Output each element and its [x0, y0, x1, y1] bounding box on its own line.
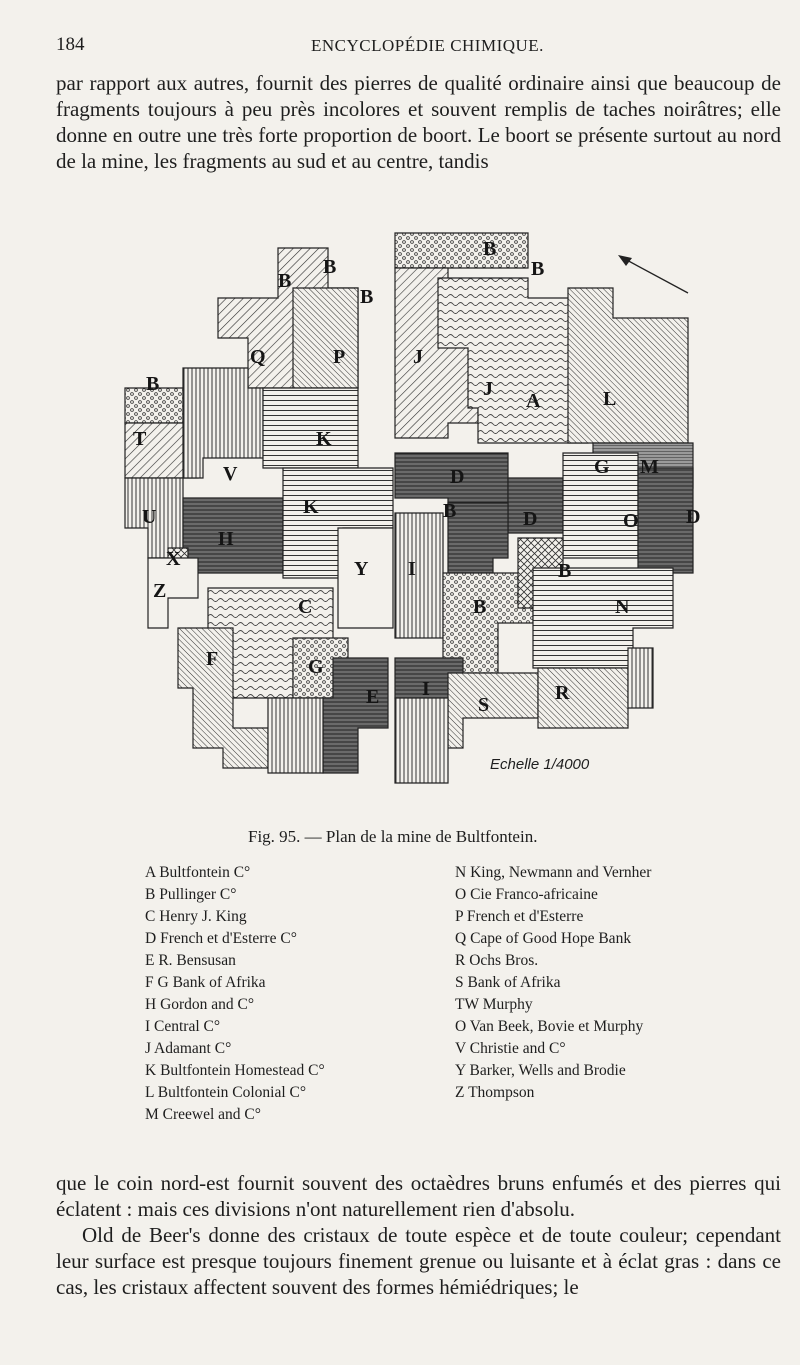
claim-label: N: [615, 596, 630, 618]
legend-entry: I Central C°: [145, 1018, 221, 1035]
claim-label: O: [623, 510, 639, 532]
claim-label: G: [594, 456, 610, 478]
claim-label: J: [483, 378, 493, 400]
north-arrow-head: [618, 255, 632, 266]
legend-entry: H Gordon and C°: [145, 996, 255, 1013]
north-arrow-line: [623, 258, 688, 293]
claim-label: K: [303, 496, 319, 518]
legend-right-column: [455, 862, 651, 1104]
legend-entry: F G Bank of Afrika: [145, 974, 266, 991]
claim-label: D: [450, 466, 465, 488]
legend-entry: O Van Beek, Bovie et Murphy: [455, 1018, 644, 1035]
legend-entry: P French et d'Esterre: [455, 908, 584, 925]
mine-plan-figure: [118, 228, 708, 788]
mine-plan-drawing: [118, 228, 708, 788]
legend-entry: B Pullinger C°: [145, 886, 237, 903]
legend-left-column: [145, 862, 325, 1126]
claim-label: I: [422, 678, 430, 700]
claim-label: R: [555, 682, 570, 704]
claim-label: B: [443, 500, 457, 522]
claim-label: U: [142, 506, 157, 528]
claim-label: P: [333, 346, 346, 368]
claim-label: X: [166, 548, 181, 570]
claim-label: B: [360, 286, 374, 308]
claim-label: B: [483, 238, 497, 260]
claim-label: C: [298, 596, 313, 618]
legend-entry: D French et d'Esterre C°: [145, 930, 297, 947]
claim-label: S: [478, 694, 490, 716]
legend-entry: K Bultfontein Homestead C°: [145, 1062, 325, 1079]
legend-entry: TW Murphy: [455, 996, 533, 1013]
claim-label: G: [308, 656, 324, 678]
paragraph-continuation: que le coin nord-est fournit souvent des octaèdres bruns enfumés et des pierres qui éclatent : mais ces divisions n'ont naturellement rien d'absolu.: [56, 1171, 781, 1221]
claim-label: B: [278, 270, 292, 292]
page-header: [56, 34, 770, 60]
claim-label: E: [366, 686, 380, 708]
claim-label: D: [686, 506, 701, 528]
claim-label: B: [473, 596, 487, 618]
claim-label: V: [223, 463, 238, 485]
legend-entry: S Bank of Afrika: [455, 974, 561, 991]
legend-entry: Q Cape of Good Hope Bank: [455, 930, 632, 947]
claim-label: H: [218, 528, 234, 550]
east-half-claims: [395, 233, 693, 783]
legend-entry: Z Thompson: [455, 1084, 535, 1101]
claim-label: B: [146, 373, 160, 395]
legend-entry: A Bultfontein C°: [145, 864, 251, 881]
legend-entry: V Christie and C°: [455, 1040, 566, 1057]
claim-label: Z: [153, 580, 167, 602]
page-number: 184: [56, 34, 85, 55]
legend-entry: N King, Newmann and Vernher: [455, 864, 652, 881]
claim-label: B: [323, 256, 337, 278]
claim-label: Y: [354, 558, 369, 580]
claim-label: I: [408, 558, 416, 580]
bottom-text: [56, 1170, 781, 1300]
claim-label: Q: [250, 346, 266, 368]
legend-entry: J Adamant C°: [145, 1040, 232, 1057]
legend-entry: C Henry J. King: [145, 908, 247, 925]
legend-entry: Y Barker, Wells and Brodie: [455, 1062, 626, 1079]
legend-entry: R Ochs Bros.: [455, 952, 539, 969]
legend-entry: E R. Bensusan: [145, 952, 236, 969]
west-half-claims: [125, 248, 393, 773]
claim-label: A: [526, 390, 541, 412]
claim-label: F: [206, 648, 219, 670]
claim-label: M: [640, 456, 659, 478]
figure-caption: Fig. 95. — Plan de la mine de Bultfontein.: [248, 827, 538, 846]
scale-label: Echelle 1/4000: [490, 756, 590, 773]
claim-label: B: [531, 258, 545, 280]
legend-entry: M Creewel and C°: [145, 1106, 261, 1123]
claim-label: B: [558, 560, 572, 582]
top-paragraph: par rapport aux autres, fournit des pierres de qualité ordinaire ainsi que beaucoup de fragments toujours à peu près incolores et souvent remplis de taches noirâtres; elle donne en outre une très forte proportion de boort. Le boort se présente surtout au nord de la mine, les fragments au sud et au centre, tandis: [56, 71, 781, 173]
claim-label: T: [133, 428, 147, 450]
legend-entry: L Bultfontein Colonial C°: [145, 1084, 307, 1101]
claim-label: J: [413, 346, 423, 368]
running-head: ENCYCLOPÉDIE CHIMIQUE.: [311, 36, 544, 55]
claim-label: K: [316, 428, 332, 450]
legend-entry: O Cie Franco-africaine: [455, 886, 598, 903]
paragraph-old-de-beers: Old de Beer's donne des cristaux de toute espèce et de toute couleur; cependant leur surface est presque toujours finement grenue ou luisante et à éclat gras : dans ce cas, les cristaux affectent souvent des formes hémiédriques; le: [56, 1223, 781, 1299]
claim-label: D: [523, 508, 538, 530]
claim-label: L: [603, 388, 617, 410]
